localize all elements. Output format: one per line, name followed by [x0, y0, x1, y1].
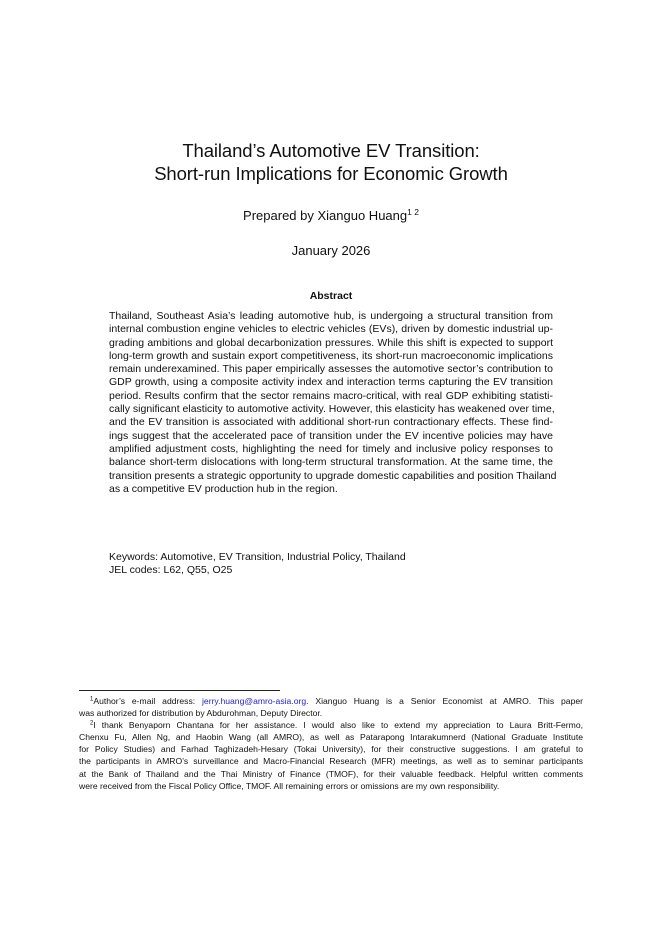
abstract-line: Thailand, Southeast Asia’s leading automotive hub, is undergoing a structural transition from	[109, 310, 553, 322]
footnote-2-line: Chenxu Fu, Allen Ng, and Haobin Wang (all AMRO), as well as Patarapong Intarakumnerd (National Graduate Institute	[79, 732, 583, 743]
footnote-1-text: Author’s e-mail address:	[93, 696, 203, 706]
keywords: Keywords: Automotive, EV Transition, Industrial Policy, Thailand	[109, 551, 406, 563]
footnote-1-text-after-email: . Xianguo Huang is a Senior Economist at AMRO. This paper	[306, 696, 583, 706]
abstract-line: as a competitive EV production hub in the region.	[109, 482, 338, 495]
abstract-line: cally significant elasticity to automotive activity. However, this elasticity has weakened over time,	[109, 403, 555, 416]
footnote-1-line-2: was authorized for distribution by Abdurohman, Deputy Director.	[79, 708, 323, 719]
footnote-2-line: at the Bank of Thailand and the Thai Ministry of Finance (TMOF), for their valuable feedback. Helpful written comments	[79, 768, 583, 779]
abstract-body	[109, 310, 557, 496]
abstract-line: long-term growth and sustain export competitiveness, its short-run macroeconomic implications	[109, 349, 553, 362]
author-line	[0, 208, 662, 224]
abstract-line: and the EV transition is associated with additional short-run contractionary effects. These find-	[109, 416, 553, 429]
author-footnote-marks[interactable]: 1 2	[407, 207, 419, 217]
jel-codes: JEL codes: L62, Q55, O25	[109, 564, 233, 576]
footnote-1-line-1	[79, 695, 583, 707]
abstract-line: amplified adjustment costs, highlighting the need for timely and inclusive policy responses to	[109, 442, 553, 455]
footnote-2-line: were received from the Fiscal Policy Office, TMOF. All remaining errors or omissions are my own responsibility.	[79, 780, 500, 791]
abstract-line: ings suggest that the accelerated pace of transition under the EV incentive policies may have	[109, 429, 553, 442]
footnote-2-mark: 2	[90, 720, 94, 727]
footnotes	[79, 695, 583, 792]
footnote-2-line: the participants in AMRO’s surveillance and Macro-Financial Research (MFR) meetings, as well as to seminar participants	[79, 756, 583, 767]
footnote-divider	[79, 690, 280, 691]
abstract-line: remain underexamined. This paper empirically assesses the automotive sector’s contribution to	[109, 363, 553, 376]
footnote-2-line: for Policy Studies) and Farhad Taghizadeh-Hesary (Tokai University), for their constructive suggestions. I am grateful to	[79, 744, 583, 755]
abstract-line: internal combustion engine vehicles to electric vehicles (EVs), driven by domestic industrial up-	[109, 323, 553, 336]
publication-date: January 2026	[291, 243, 371, 258]
abstract-line: GDP growth, using a composite activity index and interaction terms capturing the EV transition	[109, 376, 553, 389]
abstract-heading: Abstract	[309, 290, 353, 302]
footnote-2-line-1	[79, 719, 583, 731]
paper-title-line-1: Thailand’s Automotive EV Transition:	[182, 140, 480, 161]
abstract-line: grading ambitions and global decarbonization pressures. While this shift is expected to support	[109, 336, 553, 349]
footnote-2-text: I thank Benyaporn Chantana for her assistance. I would also like to extend my appreciation to Laura Britt-Fermo,	[93, 720, 583, 731]
abstract-line: transition presents a strategic opportunity to upgrade domestic capabilities and position Thailand	[109, 469, 557, 482]
author-email-link[interactable]: jerry.huang@amro-asia.org	[202, 696, 307, 706]
author-name: Prepared by Xianguo Huang	[243, 208, 408, 223]
abstract-line: balance short-term dislocations with long-term structural transformation. At the same time, the	[109, 456, 553, 469]
paper-title-line-2: Short-run Implications for Economic Growth	[154, 163, 508, 184]
abstract-line: period. Results confirm that the sector remains macro-critical, with real GDP exhibiting statisti-	[109, 389, 553, 402]
footnote-1-mark: 1	[90, 696, 94, 703]
